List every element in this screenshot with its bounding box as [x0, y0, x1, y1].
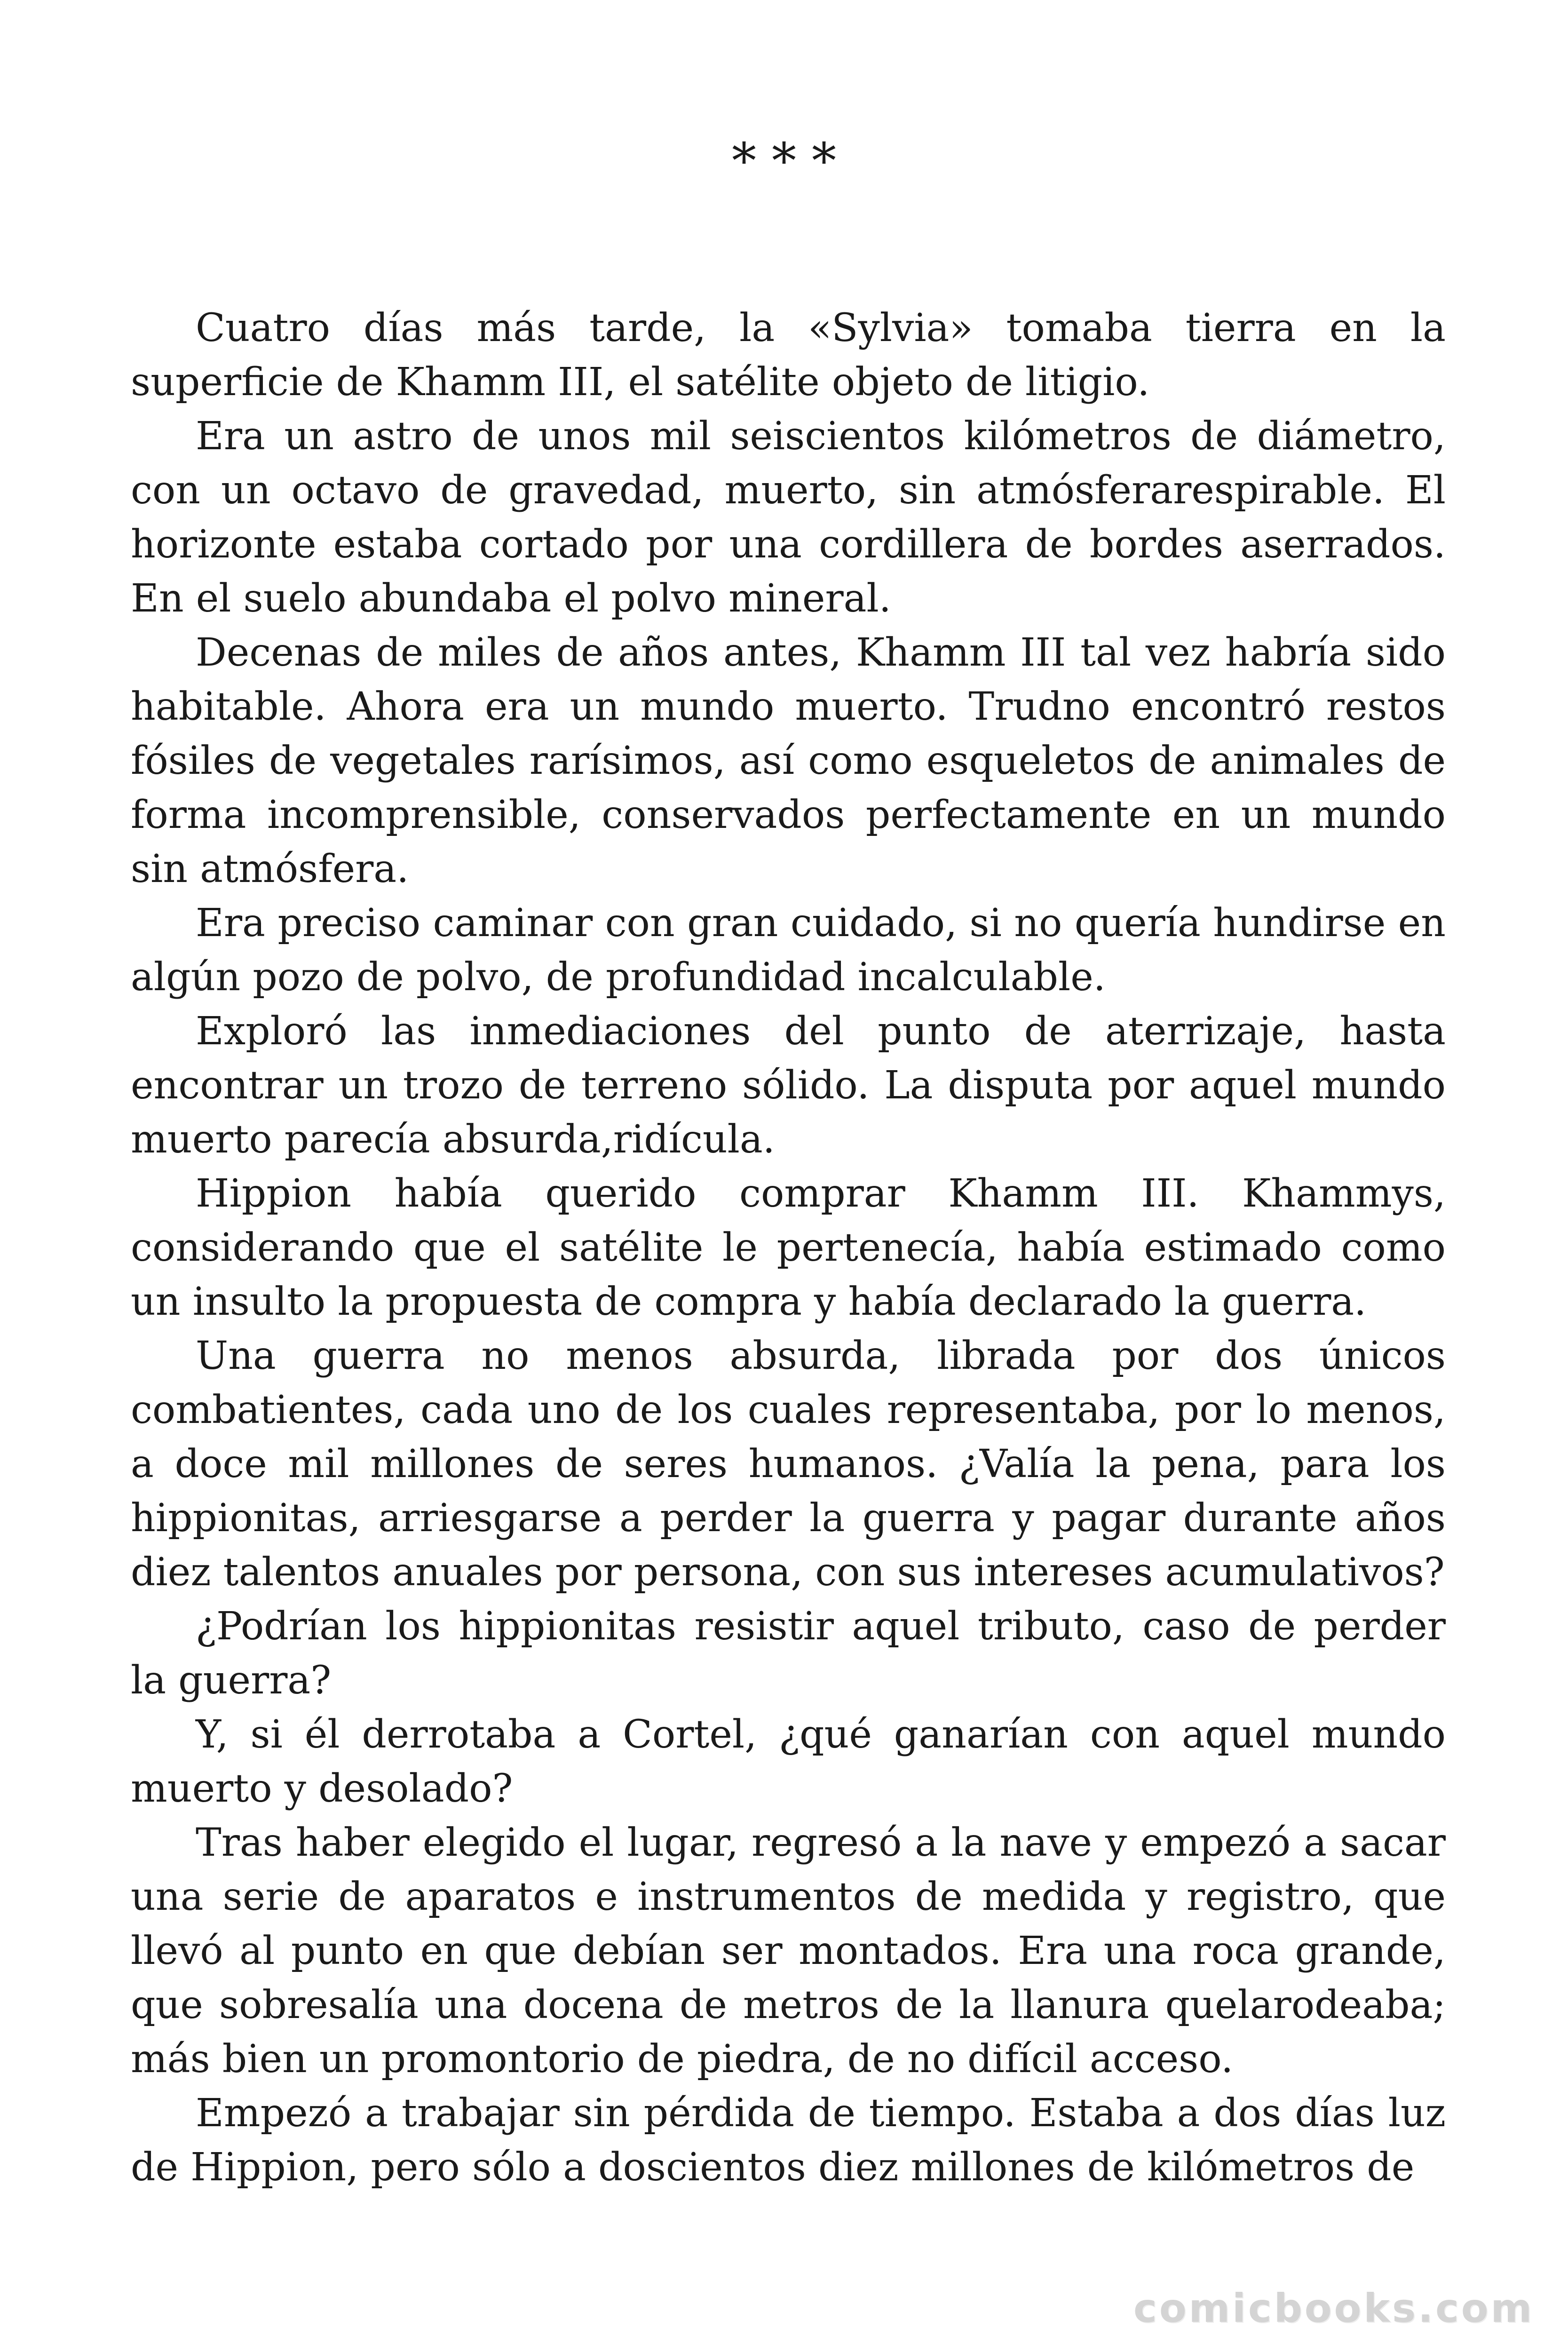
paragraph: Una guerra no menos absurda, librada por dos únicos combatientes, cada uno de los cuales representaba, por lo menos, a doce mil millones de seres humanos. ¿Valía la pena, para los hippionitas, arriesgarse a perder la guerra y pagar durante años diez talentos anuales por persona, con sus intereses acumulativos? [131, 1334, 1446, 1595]
paragraph: ¿Podrían los hippionitas resistir aquel tributo, caso de perder la guerra? [131, 1604, 1446, 1703]
watermark: comicbooks.com [1133, 2285, 1534, 2331]
paragraph: Exploró las inmediaciones del punto de aterrizaje, hasta encontrar un trozo de terreno sólido. La disputa por aquel mundo muerto parecía absurda,ridícula. [131, 1009, 1446, 1162]
paragraph: Era preciso caminar con gran cuidado, si no quería hundirse en algún pozo de polvo, de profundidad incalculable. [131, 901, 1446, 1000]
paragraph: Empezó a trabajar sin pérdida de tiempo. Estaba a dos días luz de Hippion, pero sólo a doscientos diez millones de kilómetros de [131, 2091, 1446, 2190]
paragraph: Decenas de miles de años antes, Khamm III tal vez habría sido habitable. Ahora era un mundo muerto. Trudno encontró restos fósiles de vegetales rarísimos, así como esqueletos de animales de forma incomprensible, conservados perfectamente en un mundo sin atmósfera. [131, 630, 1446, 891]
paragraph: Tras haber elegido el lugar, regresó a la nave y empezó a sacar una serie de aparatos e instrumentos de medida y registro, que llevó al punto en que debían ser montados. Era una roca grande, que sobresalía una docena de metros de la llanura quelarodeaba; más bien un promontorio de piedra, de no difícil acceso. [131, 1820, 1446, 2082]
paragraph: Hippion había querido comprar Khamm III. Khammys, considerando que el satélite le pertenecía, había estimado como un insulto la propuesta de compra y había declarado la guerra. [131, 1171, 1446, 1324]
paragraph: Y, si él derrotaba a Cortel, ¿qué ganarían con aquel mundo muerto y desolado? [131, 1712, 1446, 1811]
paragraph: Cuatro días más tarde, la «Sylvia» tomaba tierra en la superficie de Khamm III, el satélite objeto de litigio. [131, 306, 1446, 405]
section-separator: * * * [731, 132, 837, 190]
body-text [131, 301, 1446, 2194]
paragraph: Era un astro de unos mil seiscientos kilómetros de diámetro, con un octavo de gravedad, muerto, sin atmósferarespirable. El horizonte estaba cortado por una cordillera de bordes aserrados. En el suelo abundaba el polvo mineral. [131, 414, 1446, 621]
